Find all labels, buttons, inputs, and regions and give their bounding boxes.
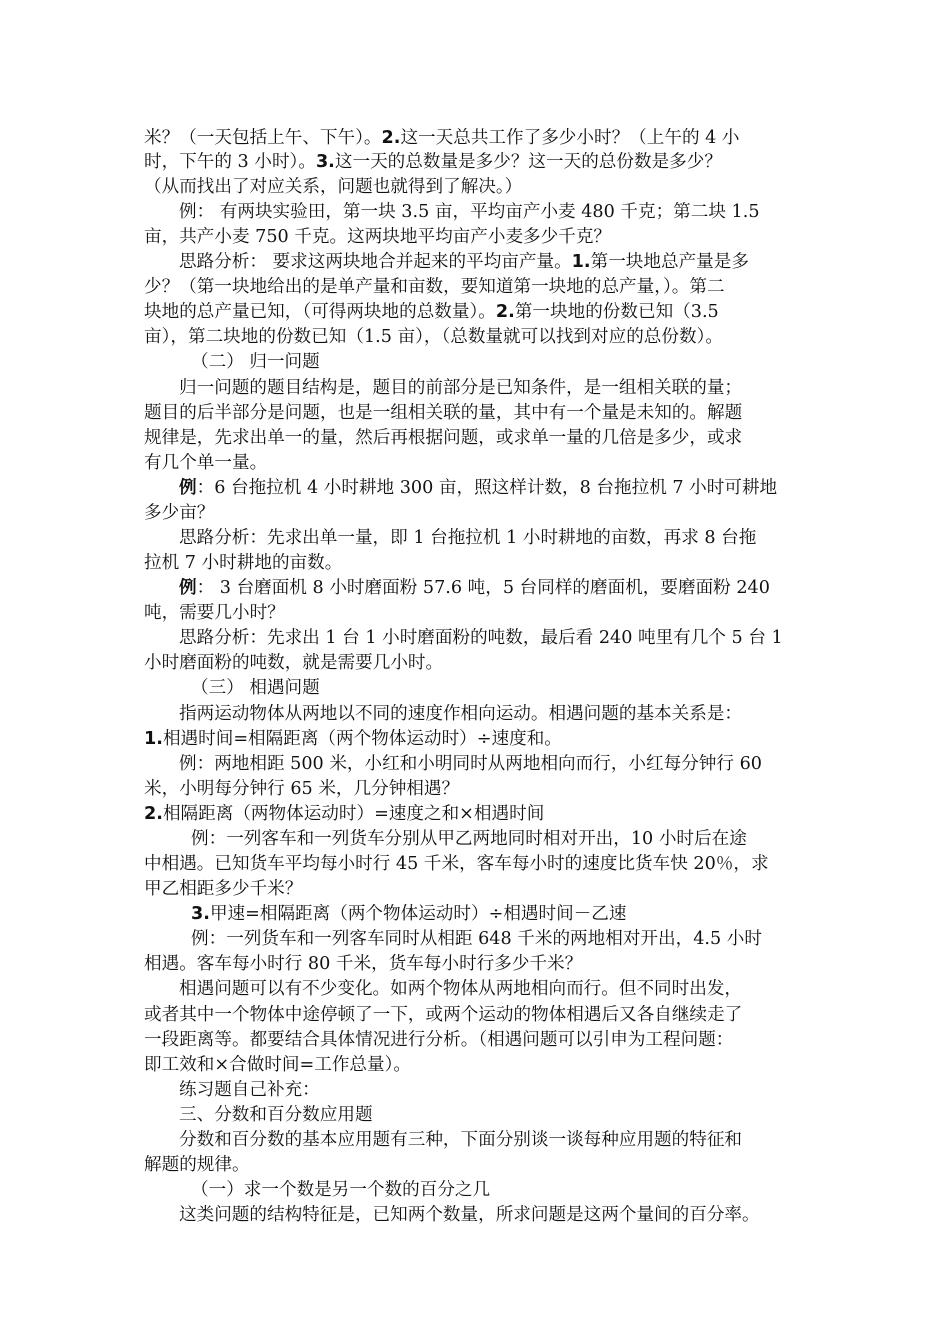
text-line: [144, 502, 214, 526]
text-line: [179, 577, 770, 601]
text-segment: 甲速=相隔距离（两个物体运动时）÷相遇时间－乙速: [209, 904, 627, 924]
text-segment: 少？（第一块地给出的是单产量和亩数，要知道第一块地的总产量，）。第二: [144, 277, 725, 297]
text-line: [191, 928, 762, 952]
text-line: [179, 627, 783, 651]
bold-marker: 1.: [571, 252, 591, 272]
text-segment: 亩，共产小麦 750 千克。这两块地平均亩产小麦多少千克？: [144, 227, 612, 247]
text-segment: 小时磨面粉的吨数，就是需要几小时。: [144, 653, 444, 673]
text-segment: 块地的总产量已知，（可得两块地的总数量）。: [144, 302, 496, 322]
text-segment: 一段距离等。都要结合具体情况进行分析。（相遇问题可以引申为工程问题：: [144, 1030, 734, 1050]
text-line: [144, 1029, 733, 1053]
text-line: [144, 778, 459, 802]
text-line: [191, 677, 320, 701]
bold-marker: 2.: [381, 128, 401, 148]
text-segment: 即工效和×合做时间=工作总量）。: [144, 1055, 411, 1075]
text-line: [144, 803, 544, 827]
text-segment: 思路分析： 要求这两块地合并起来的平均亩产量。: [179, 252, 572, 272]
text-line: [191, 828, 747, 852]
text-line: [179, 527, 756, 551]
text-line: [144, 226, 611, 250]
text-line: [179, 1104, 373, 1128]
text-line: [144, 853, 769, 877]
text-line: [179, 477, 777, 501]
text-line: [144, 552, 342, 576]
bold-marker: 例: [179, 578, 197, 598]
text-segment: 拉机 7 小时耕地的亩数。: [144, 553, 343, 573]
text-segment: 第一块地的份数已知（3.5: [514, 302, 719, 322]
bold-marker: 3.: [191, 904, 210, 924]
bold-marker: 2.: [495, 302, 515, 322]
text-line: [179, 1129, 742, 1153]
text-line: [144, 427, 742, 451]
text-line: [144, 326, 723, 350]
text-segment: 例：两地相距 500 米，小红和小明同时从两地相向而行，小红每分钟行 60: [179, 754, 762, 774]
text-line: [144, 151, 722, 175]
text-line: [144, 602, 285, 626]
text-line: [179, 1204, 760, 1228]
text-line: [144, 1054, 411, 1078]
text-segment: 这类问题的结构特征是，已知两个数量，所求问题是这两个量间的百分率。: [179, 1205, 760, 1225]
text-segment: 规律是，先求出单一的量，然后再根据问题，或求单一量的几倍是多少，或求: [144, 428, 743, 448]
text-segment: ：6 台拖拉机 4 小时耕地 300 亩，照这样计数，8 台拖拉机 7 小时可耕地: [196, 478, 778, 498]
text-line: [179, 377, 742, 401]
text-segment: 这一天总共工作了多少小时？（上午的 4 小: [400, 128, 740, 148]
text-segment: 或者其中一个物体中途停顿了一下，或两个运动的物体相遇后又各自继续走了: [144, 1005, 743, 1025]
text-line: [144, 728, 562, 752]
text-segment: （二） 归一问题: [191, 352, 320, 372]
text-segment: 分数和百分数的基本应用题有三种，下面分别谈一谈每种应用题的特征和: [179, 1130, 743, 1150]
text-line: [179, 201, 760, 225]
text-segment: 第一块地总产量是多: [590, 252, 749, 272]
text-segment: 吨，需要几小时？: [144, 603, 285, 623]
text-segment: （三） 相遇问题: [191, 678, 320, 698]
text-segment: 时，下午的 3 小时）。: [144, 152, 316, 172]
text-line: [144, 301, 719, 325]
text-segment: 相隔距离（两物体运动时）=速度之和×相遇时间: [162, 804, 545, 824]
text-segment: 米？（一天包括上午、下午）。: [144, 128, 382, 148]
text-segment: 亩），第二块地的份数已知（1.5 亩），（总数量就可以找到对应的总份数）。: [144, 327, 723, 347]
text-segment: 这一天的总数量是多少？这一天的总份数是多少？: [334, 152, 722, 172]
text-segment: 多少亩？: [144, 503, 215, 523]
bold-marker: 3.: [315, 152, 335, 172]
text-segment: 甲乙相距多少千米？: [144, 879, 303, 899]
text-line: [144, 1004, 742, 1028]
text-segment: （一）求一个数是另一个数的百分之几: [191, 1180, 491, 1200]
text-segment: 解题的规律。: [144, 1155, 250, 1175]
text-line: [144, 127, 740, 151]
text-line: [144, 1154, 250, 1178]
text-line: [144, 953, 582, 977]
text-segment: 思路分析：先求出单一量，即 1 台拖拉机 1 小时耕地的亩数，再求 8 台拖: [179, 528, 757, 548]
text-line: [144, 652, 443, 676]
text-segment: 相遇时间=相隔距离（两个物体运动时）÷速度和。: [162, 729, 562, 749]
text-segment: 相遇问题可以有不少变化。如两个物体从两地相向而行。但不同时出发，: [179, 979, 743, 999]
text-line: [144, 276, 725, 300]
text-segment: 例：一列客车和一列货车分别从甲乙两地同时相对开出，10 小时后在途: [191, 829, 747, 849]
text-segment: 题目的后半部分是问题，也是一组相关联的量，其中有一个量是未知的。解题: [144, 403, 743, 423]
bold-marker: 2.: [144, 804, 163, 824]
text-segment: 三、分数和百分数应用题: [179, 1105, 373, 1125]
text-line: [191, 903, 627, 927]
text-segment: 相遇。客车每小时行 80 千米，货车每小时行多少千米？: [144, 954, 583, 974]
text-segment: 米，小明每分钟行 65 米，几分钟相遇？: [144, 779, 460, 799]
text-line: [179, 978, 742, 1002]
bold-marker: 例: [179, 478, 197, 498]
text-line: [179, 251, 749, 275]
text-segment: ： 3 台磨面机 8 小时磨面粉 57.6 吨，5 台同样的磨面机，要磨面粉 240: [196, 578, 770, 598]
text-line: [191, 1179, 490, 1203]
text-segment: 指两运动物体从两地以不同的速度作相向运动。相遇问题的基本关系是：: [179, 704, 743, 724]
text-segment: 例：一列货车和一列客车同时从相距 648 千米的两地相对开出，4.5 小时: [191, 929, 762, 949]
text-line: [179, 1079, 320, 1103]
text-segment: 归一问题的题目结构是，题目的前部分是已知条件，是一组相关联的量；: [179, 378, 743, 398]
text-line: [179, 703, 742, 727]
text-line: [179, 753, 762, 777]
text-segment: 有几个单一量。: [144, 453, 268, 473]
text-line: [144, 452, 267, 476]
text-line: [191, 351, 320, 375]
text-segment: 练习题自己补充：: [179, 1080, 320, 1100]
text-line: [144, 176, 522, 200]
text-segment: 例： 有两块实验田，第一块 3.5 亩，平均亩产小麦 480 千克；第二块 1.5: [179, 202, 760, 222]
text-segment: 思路分析：先求出 1 台 1 小时磨面粉的吨数，最后看 240 吨里有几个 5 台 1: [179, 628, 783, 648]
text-line: [144, 878, 302, 902]
text-segment: 中相遇。已知货车平均每小时行 45 千米，客车每小时的速度比货车快 20％，求: [144, 854, 769, 874]
bold-marker: 1.: [144, 729, 163, 749]
text-segment: （从而找出了对应关系，问题也就得到了解决。）: [144, 177, 523, 197]
text-line: [144, 402, 742, 426]
